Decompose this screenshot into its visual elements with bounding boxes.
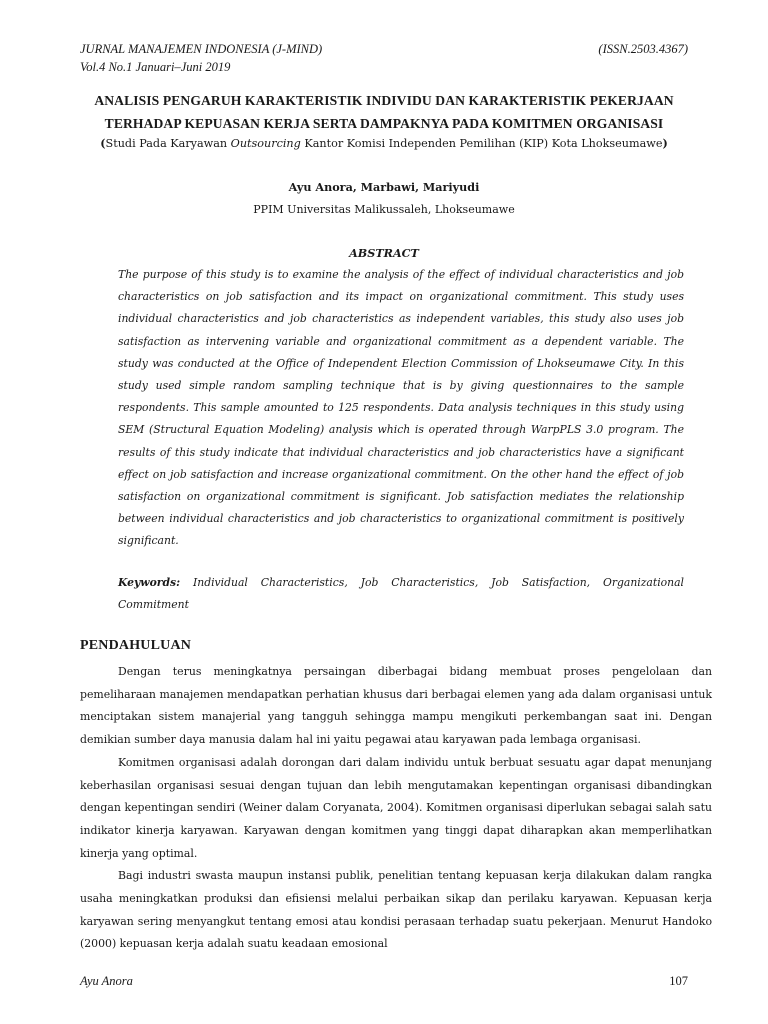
journal-name: JURNAL MANAJEMEN INDONESIA (J-MIND) <box>80 42 323 56</box>
subtitle-close-paren: ) <box>662 136 668 150</box>
footer-author: Ayu Anora <box>80 974 133 988</box>
paragraph-1: Dengan terus meningkatnya persaingan diberbagai bidang membuat proses pengelolaan dan pemeliharaan manajemen mendapatkan perhatian khusus dari berbagai elemen yang ada dalam organisasi untuk menciptakan sistem manajerial yang tangguh sehingga mampu mengikuti perkembangan saat ini. Dengan demikian sumber daya manusia dalam hal ini yaitu pegawai atau karyawan pada lembaga organisasi. <box>80 665 712 747</box>
subtitle-pre: Studi Pada Karyawan <box>105 137 231 150</box>
running-header <box>80 42 688 57</box>
issn: (ISSN.2503.4367) <box>598 42 688 56</box>
abstract-text: The purpose of this study is to examine the analysis of the effect of individual characteristics and job characteristics on job satisfaction and its impact on organizational commitment. This study uses individual characteristics and job characteristics as independent variables, this study also uses job satisfaction as intervening variable and organizational commitment as a dependent variable. The study was conducted at the Office of Independent Election Commission of Lhokseumawe City. In this study used simple random sampling technique that is by giving questionnaires to the sample respondents. This sample amounted to 125 respondents. Data analysis techniques in this study using SEM (Structural Equation Modeling) analysis which is operated through WarpPLS 3.0 program. The results of this study indicate that individual characteristics and job characteristics have a significant effect on job satisfaction and increase organizational commitment. On the other hand the effect of job satisfaction on organizational commitment is significant. Job satisfaction mediates the relationship between individual characteristics and job characteristics to organizational commitment is positively significant. <box>118 268 684 548</box>
section-body <box>80 661 712 956</box>
abstract-heading: ABSTRACT <box>349 246 419 260</box>
subtitle <box>60 136 708 150</box>
page-footer <box>80 974 688 989</box>
paragraph-2: Komitmen organisasi adalah dorongan dari dalam individu untuk berbuat sesuatu agar dapat menunjang keberhasilan organisasi sesuai dengan tujuan dan lebih mengutamakan kepentingan organisasi dibandingkan dengan kepentingan sendiri (Weiner dalam Coryanata, 2004). Komitmen organisasi diperlukan sebagai salah satu indikator kinerja karyawan. Karyawan dengan komitmen yang tinggi dapat diharapkan akan memperlihatkan kinerja yang optimal. <box>80 755 712 860</box>
volume-line <box>80 60 688 75</box>
volume-info: Vol.4 No.1 Januari–Juni 2019 <box>80 60 231 74</box>
keywords-label: Keywords: <box>118 576 181 589</box>
title-line-2: TERHADAP KEPUASAN KERJA SERTA DAMPAKNYA PADA KOMITMEN ORGANISASI <box>104 116 664 131</box>
section-heading: PENDAHULUAN <box>80 638 192 653</box>
subtitle-italic: Outsourcing <box>230 137 301 150</box>
paragraph-3: Bagi industri swasta maupun instansi publik, penelitian tentang kepuasan kerja dilakukan dalam rangka usaha meningkatkan produksi dan efisiensi melalui perbaikan sikap dan perilaku karyawan. Kepuasan kerja karyawan sering menyangkut tentang emosi atau kondisi perasaan terhadap suatu pekerjaan. Menurut Handoko (2000) kepuasan kerja adalah suatu keadaan emosional <box>80 869 712 951</box>
page-number: 107 <box>669 974 688 988</box>
keywords-list: Individual Characteristics, Job Characteristics, Job Satisfaction, Organizational Commitment <box>118 576 684 611</box>
title-line-1: ANALISIS PENGARUH KARAKTERISTIK INDIVIDU DAN KARAKTERISTIK PEKERJAAN <box>94 93 674 108</box>
subtitle-post: Kantor Komisi Independen Pemilihan (KIP) Kota Lhokseumawe <box>300 137 663 150</box>
subtitle-open-paren: ( <box>100 136 106 150</box>
authors: Ayu Anora, Marbawi, Mariyudi <box>288 180 480 194</box>
keywords <box>118 572 684 616</box>
affiliation: PPIM Universitas Malikussaleh, Lhokseumawe <box>253 203 515 216</box>
